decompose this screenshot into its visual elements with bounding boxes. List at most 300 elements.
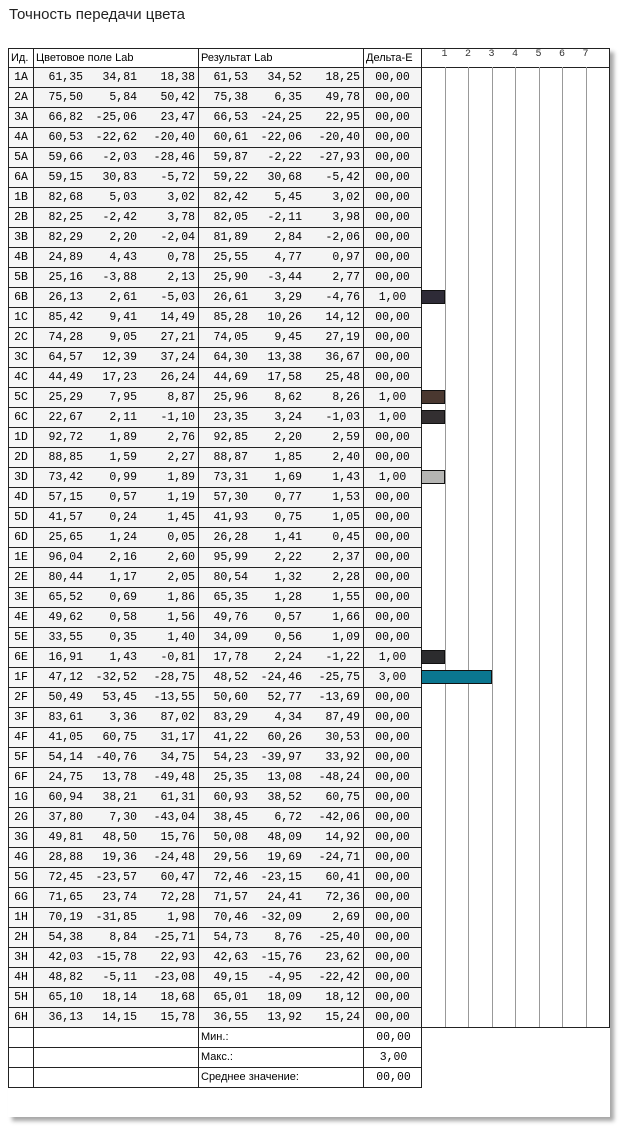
result-l: 50,60 xyxy=(213,691,248,704)
patch-id: 2E xyxy=(9,568,34,588)
result-l: 54,23 xyxy=(213,751,248,764)
field-l: 37,80 xyxy=(48,811,83,824)
field-lab-values xyxy=(34,868,199,888)
result-b: 1,05 xyxy=(332,511,360,524)
delta-e-value: 00,00 xyxy=(364,768,422,788)
field-b: 1,19 xyxy=(167,491,195,504)
result-l: 57,30 xyxy=(213,491,248,504)
field-lab-values xyxy=(34,1008,199,1028)
patch-id: 6D xyxy=(9,528,34,548)
result-a: -22,06 xyxy=(260,131,302,144)
patch-id: 6G xyxy=(9,888,34,908)
delta-e-value: 00,00 xyxy=(364,968,422,988)
table-row xyxy=(9,428,610,448)
result-lab-values xyxy=(199,348,364,368)
table-row xyxy=(9,968,610,988)
field-b: 23,47 xyxy=(160,111,195,124)
patch-id: 3A xyxy=(9,108,34,128)
result-lab-values xyxy=(199,548,364,568)
field-a: -25,06 xyxy=(95,111,137,124)
field-a: 1,89 xyxy=(109,431,137,444)
patch-id: 5D xyxy=(9,508,34,528)
patch-id: 1B xyxy=(9,188,34,208)
delta-e-value: 1,00 xyxy=(364,648,422,668)
result-b: 8,26 xyxy=(332,391,360,404)
table-row xyxy=(9,988,610,1008)
patch-id: 6C xyxy=(9,408,34,428)
result-a: 60,26 xyxy=(267,731,302,744)
chart-cell xyxy=(422,728,610,748)
patch-id: 5B xyxy=(9,268,34,288)
color-accuracy-table xyxy=(8,48,610,1088)
patch-id: 4B xyxy=(9,248,34,268)
field-lab-values xyxy=(34,488,199,508)
field-lab-values xyxy=(34,108,199,128)
field-b: 1,56 xyxy=(167,611,195,624)
delta-e-value: 00,00 xyxy=(364,168,422,188)
patch-id: 5E xyxy=(9,628,34,648)
field-l: 59,66 xyxy=(48,151,83,164)
field-lab-values xyxy=(34,948,199,968)
delta-e-value: 00,00 xyxy=(364,88,422,108)
delta-e-value: 00,00 xyxy=(364,188,422,208)
result-b: 1,09 xyxy=(332,631,360,644)
result-a: -2,11 xyxy=(267,211,302,224)
table-row xyxy=(9,188,610,208)
result-lab-values xyxy=(199,768,364,788)
field-a: 19,36 xyxy=(102,851,137,864)
field-b: -0,81 xyxy=(160,651,195,664)
field-lab-values xyxy=(34,308,199,328)
result-a: 10,26 xyxy=(267,311,302,324)
result-l: 26,61 xyxy=(213,291,248,304)
field-l: 16,91 xyxy=(48,651,83,664)
field-lab-values xyxy=(34,468,199,488)
max-value: 3,00 xyxy=(364,1048,422,1068)
field-b: -49,48 xyxy=(153,771,195,784)
delta-e-value: 00,00 xyxy=(364,728,422,748)
result-b: 3,98 xyxy=(332,211,360,224)
result-l: 44,69 xyxy=(213,371,248,384)
result-l: 74,05 xyxy=(213,331,248,344)
patch-id: 4D xyxy=(9,488,34,508)
field-b: 1,40 xyxy=(167,631,195,644)
field-b: 60,47 xyxy=(160,871,195,884)
field-a: 17,23 xyxy=(102,371,137,384)
chart-cell xyxy=(422,748,610,768)
chart-cell xyxy=(422,388,610,408)
field-l: 33,55 xyxy=(48,631,83,644)
field-lab-values xyxy=(34,828,199,848)
result-l: 29,56 xyxy=(213,851,248,864)
result-lab-values xyxy=(199,128,364,148)
result-l: 70,46 xyxy=(213,911,248,924)
field-b: 15,78 xyxy=(160,1011,195,1024)
delta-e-value: 1,00 xyxy=(364,468,422,488)
chart-cell xyxy=(422,368,610,388)
field-l: 44,49 xyxy=(48,371,83,384)
field-b: -20,40 xyxy=(153,131,195,144)
result-b: 2,77 xyxy=(332,271,360,284)
chart-cell xyxy=(422,128,610,148)
field-lab-values xyxy=(34,768,199,788)
result-l: 66,53 xyxy=(213,111,248,124)
table-row xyxy=(9,488,610,508)
result-l: 42,63 xyxy=(213,951,248,964)
result-a: 24,41 xyxy=(267,891,302,904)
field-lab-values xyxy=(34,208,199,228)
field-b: 87,02 xyxy=(160,711,195,724)
table-row xyxy=(9,908,610,928)
chart-cell xyxy=(422,288,610,308)
table-row xyxy=(9,208,610,228)
patch-id: 2F xyxy=(9,688,34,708)
chart-cell xyxy=(422,868,610,888)
field-lab-values xyxy=(34,388,199,408)
table-row xyxy=(9,588,610,608)
patch-id: 4A xyxy=(9,128,34,148)
table-row xyxy=(9,528,610,548)
axis-tick-label: 4 xyxy=(511,49,519,60)
table-row xyxy=(9,328,610,348)
chart-cell xyxy=(422,228,610,248)
field-lab-values xyxy=(34,808,199,828)
result-a: 3,24 xyxy=(274,411,302,424)
delta-e-value: 00,00 xyxy=(364,448,422,468)
field-l: 82,25 xyxy=(48,211,83,224)
delta-e-value: 00,00 xyxy=(364,108,422,128)
result-b: 27,19 xyxy=(325,331,360,344)
patch-id: 4C xyxy=(9,368,34,388)
table-row xyxy=(9,828,610,848)
field-b: -28,46 xyxy=(153,151,195,164)
chart-cell xyxy=(422,348,610,368)
result-lab-values xyxy=(199,888,364,908)
table-row xyxy=(9,788,610,808)
field-a: -2,42 xyxy=(102,211,137,224)
result-b: 2,40 xyxy=(332,451,360,464)
table-row xyxy=(9,148,610,168)
result-b: -2,06 xyxy=(325,231,360,244)
table-row xyxy=(9,308,610,328)
patch-id: 6F xyxy=(9,768,34,788)
result-b: 1,66 xyxy=(332,611,360,624)
field-l: 74,28 xyxy=(48,331,83,344)
result-b: -4,76 xyxy=(325,291,360,304)
field-a: 0,58 xyxy=(109,611,137,624)
field-b: 37,24 xyxy=(160,351,195,364)
patch-id: 3D xyxy=(9,468,34,488)
result-b: 33,92 xyxy=(325,751,360,764)
field-lab-values xyxy=(34,888,199,908)
axis-tick-label: 7 xyxy=(582,49,589,60)
table-row xyxy=(9,508,610,528)
patch-id: 4G xyxy=(9,848,34,868)
table-row xyxy=(9,388,610,408)
result-l: 82,05 xyxy=(213,211,248,224)
table-row xyxy=(9,348,610,368)
field-b: 50,42 xyxy=(160,91,195,104)
field-lab-values xyxy=(34,348,199,368)
result-l: 75,38 xyxy=(213,91,248,104)
patch-id: 4F xyxy=(9,728,34,748)
result-a: 2,84 xyxy=(274,231,302,244)
result-a: 48,09 xyxy=(267,831,302,844)
chart-cell xyxy=(422,108,610,128)
result-a: 6,35 xyxy=(274,91,302,104)
delta-e-value: 00,00 xyxy=(364,948,422,968)
result-lab-values xyxy=(199,428,364,448)
result-a: -4,95 xyxy=(267,971,302,984)
field-b: 1,45 xyxy=(167,511,195,524)
patch-id: 1D xyxy=(9,428,34,448)
result-a: 2,22 xyxy=(274,551,302,564)
result-b: 14,12 xyxy=(325,311,360,324)
result-a: -24,25 xyxy=(260,111,302,124)
result-a: 0,56 xyxy=(274,631,302,644)
delta-e-value: 00,00 xyxy=(364,368,422,388)
field-a: -40,76 xyxy=(95,751,137,764)
delta-e-value: 00,00 xyxy=(364,628,422,648)
result-a: -15,76 xyxy=(260,951,302,964)
patch-id: 6H xyxy=(9,1008,34,1028)
result-lab-values xyxy=(199,168,364,188)
field-lab-values xyxy=(34,968,199,988)
patch-id: 3F xyxy=(9,708,34,728)
result-lab-values xyxy=(199,988,364,1008)
result-a: 52,77 xyxy=(267,691,302,704)
avg-value: 00,00 xyxy=(364,1068,422,1088)
table-row xyxy=(9,468,610,488)
field-b: 26,24 xyxy=(160,371,195,384)
result-b: 22,95 xyxy=(325,111,360,124)
result-lab-values xyxy=(199,208,364,228)
result-a: 30,68 xyxy=(267,171,302,184)
result-a: -23,15 xyxy=(260,871,302,884)
table-row xyxy=(9,868,610,888)
field-lab-values xyxy=(34,508,199,528)
delta-e-value: 00,00 xyxy=(364,788,422,808)
field-l: 41,57 xyxy=(48,511,83,524)
field-lab-values xyxy=(34,448,199,468)
result-a: 4,34 xyxy=(274,711,302,724)
result-lab-values xyxy=(199,588,364,608)
field-lab-values xyxy=(34,368,199,388)
delta-e-value: 00,00 xyxy=(364,268,422,288)
patch-id: 5F xyxy=(9,748,34,768)
result-l: 59,87 xyxy=(213,151,248,164)
result-lab-values xyxy=(199,108,364,128)
table-row xyxy=(9,1008,610,1028)
result-l: 26,28 xyxy=(213,531,248,544)
result-b: 36,67 xyxy=(325,351,360,364)
result-a: 4,77 xyxy=(274,251,302,264)
delta-e-value: 3,00 xyxy=(364,668,422,688)
field-b: 0,05 xyxy=(167,531,195,544)
field-lab-values xyxy=(34,608,199,628)
result-b: 18,25 xyxy=(325,71,360,84)
result-a: 1,28 xyxy=(274,591,302,604)
field-b: -23,08 xyxy=(153,971,195,984)
result-b: 25,48 xyxy=(325,371,360,384)
result-lab-values xyxy=(199,308,364,328)
result-b: 1,53 xyxy=(332,491,360,504)
chart-cell xyxy=(422,568,610,588)
field-l: 82,29 xyxy=(48,231,83,244)
field-a: -5,11 xyxy=(102,971,137,984)
field-b: -13,55 xyxy=(153,691,195,704)
table-row xyxy=(9,408,610,428)
table-header-row xyxy=(9,49,610,68)
result-b: -5,42 xyxy=(325,171,360,184)
field-l: 71,65 xyxy=(48,891,83,904)
result-l: 41,93 xyxy=(213,511,248,524)
field-l: 70,19 xyxy=(48,911,83,924)
result-b: 15,24 xyxy=(325,1011,360,1024)
field-l: 88,85 xyxy=(48,451,83,464)
result-lab-values xyxy=(199,828,364,848)
result-a: -24,46 xyxy=(260,671,302,684)
delta-e-value: 00,00 xyxy=(364,828,422,848)
delta-e-value: 00,00 xyxy=(364,988,422,1008)
field-lab-values xyxy=(34,988,199,1008)
field-a: 0,99 xyxy=(109,471,137,484)
result-lab-values xyxy=(199,948,364,968)
patch-id: 1G xyxy=(9,788,34,808)
result-a: 5,45 xyxy=(274,191,302,204)
field-a: 7,95 xyxy=(109,391,137,404)
field-b: 1,89 xyxy=(167,471,195,484)
result-l: 50,08 xyxy=(213,831,248,844)
field-l: 25,65 xyxy=(48,531,83,544)
field-l: 24,75 xyxy=(48,771,83,784)
field-l: 25,29 xyxy=(48,391,83,404)
chart-cell xyxy=(422,468,610,488)
result-lab-values xyxy=(199,848,364,868)
field-b: 2,76 xyxy=(167,431,195,444)
table-row xyxy=(9,688,610,708)
field-l: 72,45 xyxy=(48,871,83,884)
field-lab-values xyxy=(34,668,199,688)
result-b: 18,12 xyxy=(325,991,360,1004)
result-lab-values xyxy=(199,808,364,828)
patch-id: 1A xyxy=(9,68,34,88)
min-value: 00,00 xyxy=(364,1028,422,1048)
result-l: 65,01 xyxy=(213,991,248,1004)
field-a: 1,59 xyxy=(109,451,137,464)
result-lab-values xyxy=(199,388,364,408)
result-lab-values xyxy=(199,488,364,508)
result-b: 30,53 xyxy=(325,731,360,744)
color-accuracy-report xyxy=(8,48,610,1117)
chart-cell xyxy=(422,968,610,988)
delta-e-value: 00,00 xyxy=(364,748,422,768)
delta-e-value: 00,00 xyxy=(364,508,422,528)
delta-e-value: 1,00 xyxy=(364,388,422,408)
result-lab-values xyxy=(199,88,364,108)
field-b: 3,02 xyxy=(167,191,195,204)
header-result-lab: Результат Lab xyxy=(199,49,364,68)
result-lab-values xyxy=(199,728,364,748)
field-l: 82,68 xyxy=(48,191,83,204)
result-l: 80,54 xyxy=(213,571,248,584)
field-lab-values xyxy=(34,328,199,348)
field-a: 1,24 xyxy=(109,531,137,544)
axis-tick-label: 1 xyxy=(441,49,448,60)
result-b: -25,40 xyxy=(318,931,360,944)
result-a: 2,24 xyxy=(274,651,302,664)
field-b: -2,04 xyxy=(160,231,195,244)
table-row xyxy=(9,268,610,288)
result-lab-values xyxy=(199,688,364,708)
result-a: 8,76 xyxy=(274,931,302,944)
result-lab-values xyxy=(199,228,364,248)
chart-cell xyxy=(422,428,610,448)
field-a: 48,50 xyxy=(102,831,137,844)
table-row xyxy=(9,368,610,388)
axis-tick-label: 5 xyxy=(535,49,542,60)
table-row xyxy=(9,88,610,108)
page-title: Точность передачи цвета xyxy=(9,6,186,23)
field-lab-values xyxy=(34,228,199,248)
result-a: 0,75 xyxy=(274,511,302,524)
chart-cell xyxy=(422,928,610,948)
field-lab-values xyxy=(34,128,199,148)
field-a: 2,20 xyxy=(109,231,137,244)
patch-id: 6A xyxy=(9,168,34,188)
min-label: Мин.: xyxy=(199,1028,364,1048)
field-a: 3,36 xyxy=(109,711,137,724)
result-l: 38,45 xyxy=(213,811,248,824)
table-row xyxy=(9,628,610,648)
result-b: 49,78 xyxy=(325,91,360,104)
field-b: 72,28 xyxy=(160,891,195,904)
delta-e-value: 00,00 xyxy=(364,568,422,588)
result-lab-values xyxy=(199,608,364,628)
delta-e-value: 00,00 xyxy=(364,548,422,568)
result-lab-values xyxy=(199,928,364,948)
field-b: 8,87 xyxy=(167,391,195,404)
field-l: 24,89 xyxy=(48,251,83,264)
result-b: 2,59 xyxy=(332,431,360,444)
result-a: 0,57 xyxy=(274,611,302,624)
result-l: 48,52 xyxy=(213,671,248,684)
field-l: 96,04 xyxy=(48,551,83,564)
field-b: 34,75 xyxy=(160,751,195,764)
result-a: 1,69 xyxy=(274,471,302,484)
result-l: 85,28 xyxy=(213,311,248,324)
field-a: -2,03 xyxy=(102,151,137,164)
field-b: -5,03 xyxy=(160,291,195,304)
table-row xyxy=(9,768,610,788)
delta-e-value: 00,00 xyxy=(364,128,422,148)
field-b: 61,31 xyxy=(160,791,195,804)
field-b: 0,78 xyxy=(167,251,195,264)
max-label: Макс.: xyxy=(199,1048,364,1068)
field-a: 9,05 xyxy=(109,331,137,344)
result-a: 13,38 xyxy=(267,351,302,364)
result-lab-values xyxy=(199,68,364,88)
chart-cell xyxy=(422,548,610,568)
patch-id: 5H xyxy=(9,988,34,1008)
patch-id: 3G xyxy=(9,828,34,848)
table-row xyxy=(9,888,610,908)
field-a: 14,15 xyxy=(102,1011,137,1024)
chart-cell xyxy=(422,188,610,208)
patch-id: 4E xyxy=(9,608,34,628)
chart-cell xyxy=(422,908,610,928)
result-l: 88,87 xyxy=(213,451,248,464)
